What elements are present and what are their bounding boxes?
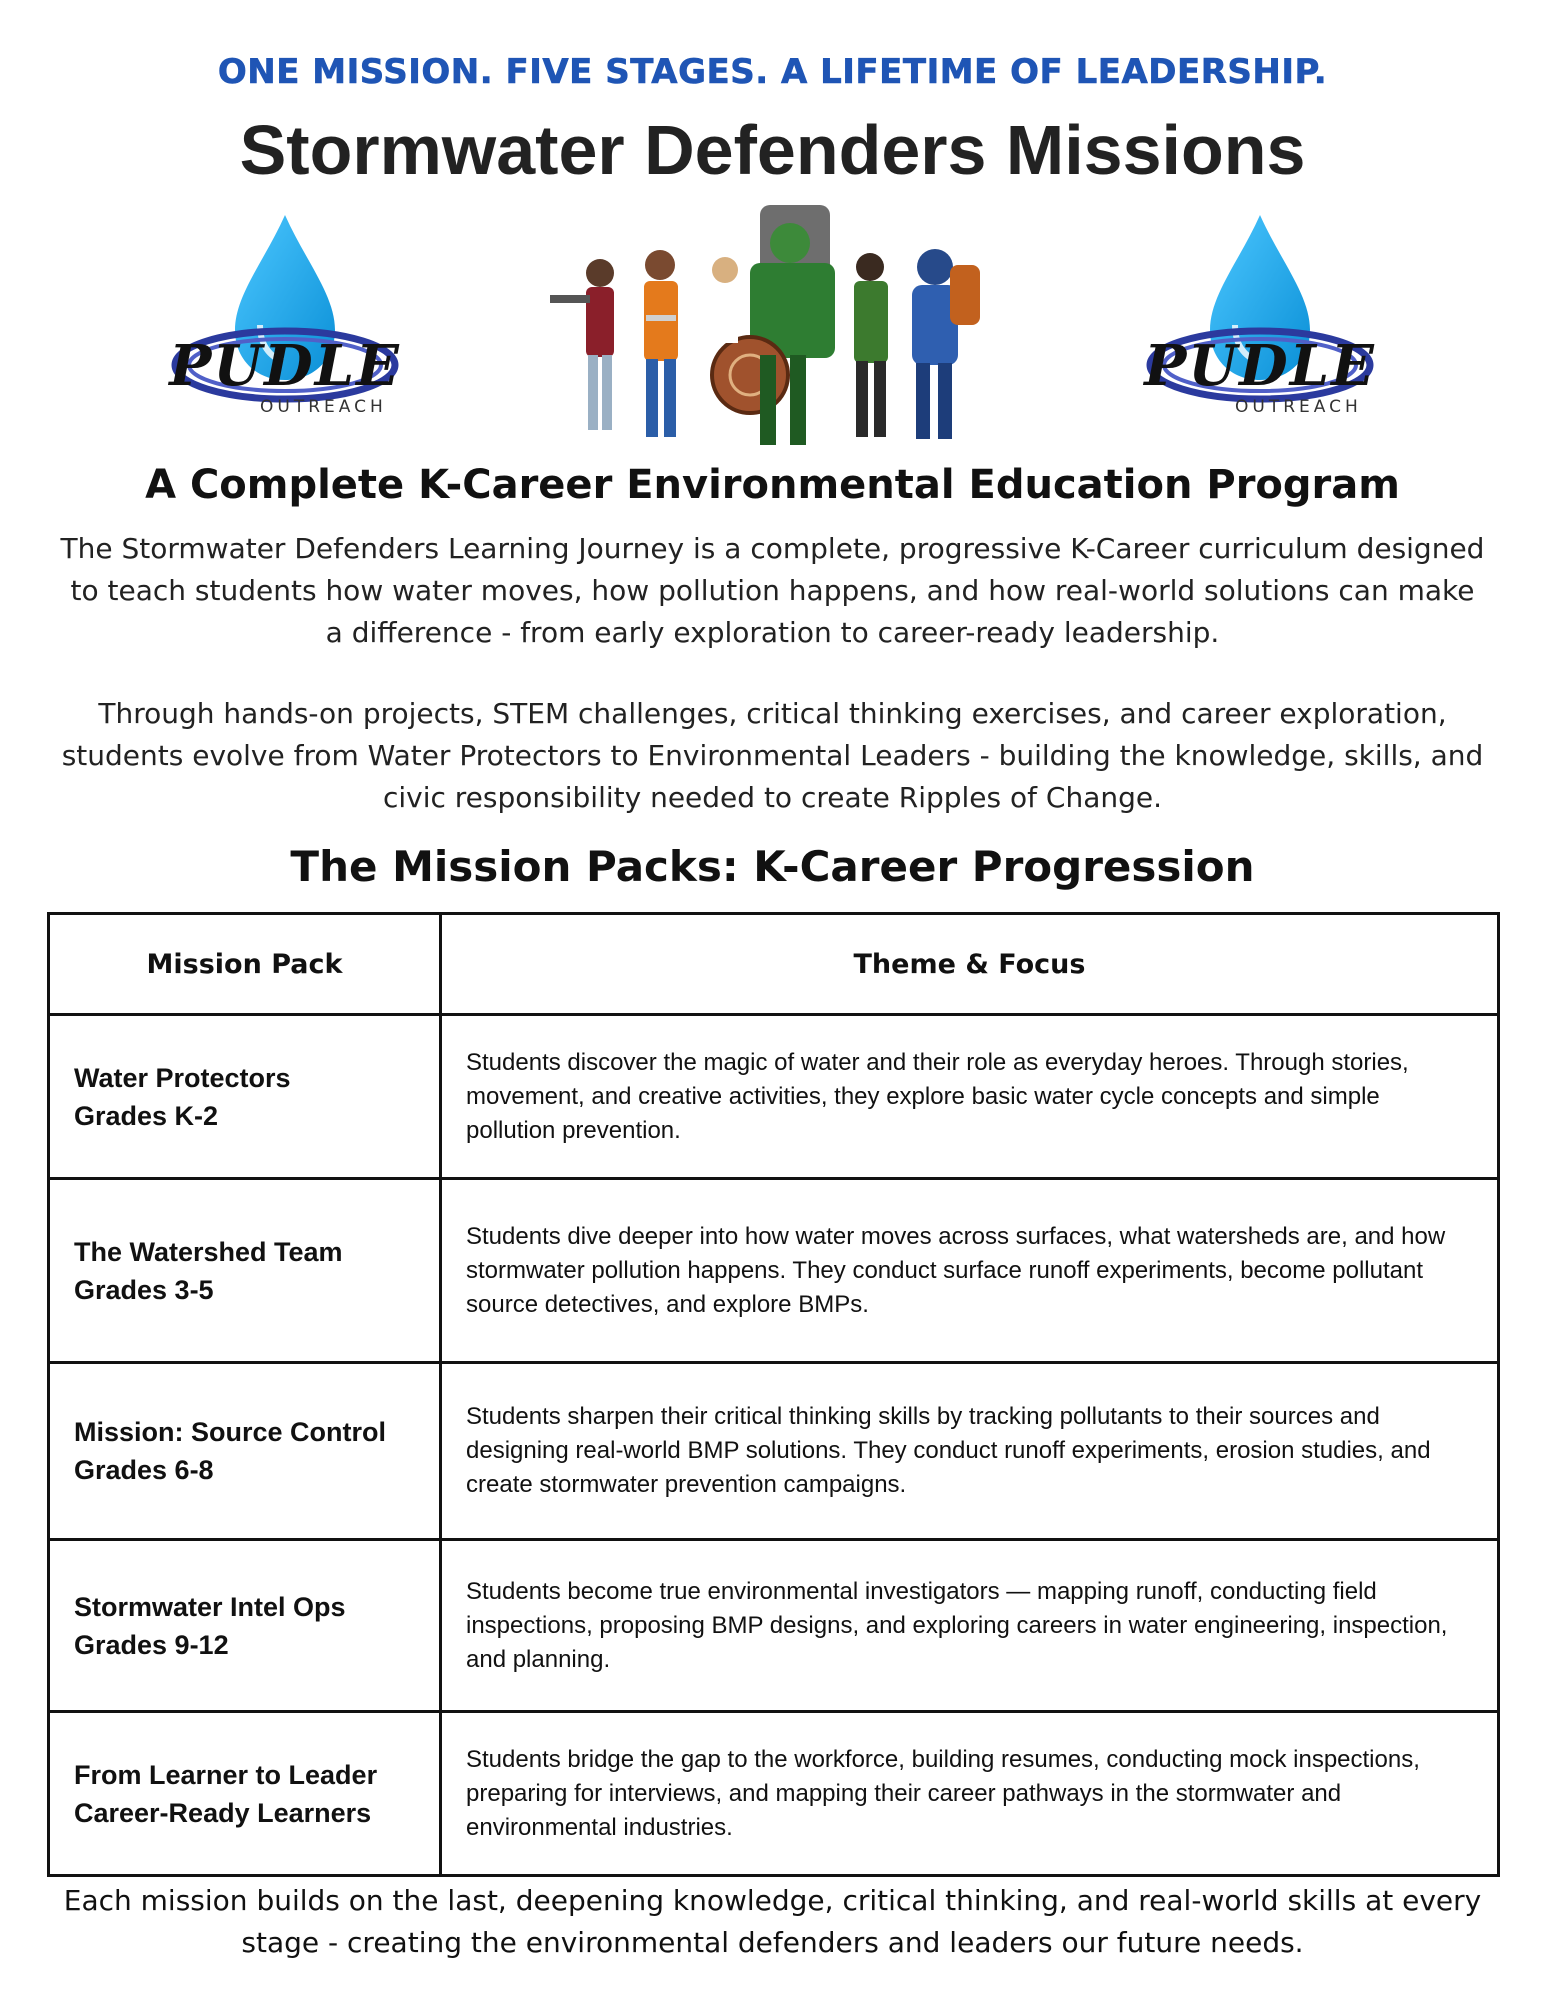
mission-pack-name: From Learner to Leader xyxy=(74,1759,378,1790)
logo-subtitle: OUTREACH xyxy=(1235,397,1362,417)
mission-packs-table xyxy=(47,912,1500,1877)
logo-wordmark: PUDLE xyxy=(1144,333,1376,399)
table-row xyxy=(49,1363,1499,1540)
theme-focus-cell: Students become true environmental investigators — mapping runoff, conducting field inspections, proposing BMP designs, and exploring careers in water engineering, inspection, and planning. xyxy=(441,1540,1499,1712)
table-row xyxy=(49,1540,1499,1712)
table-row xyxy=(49,1712,1499,1876)
footer-text: Each mission builds on the last, deepening knowledge, critical thinking, and real-world skills at every stage - creating the environmental defenders and leaders our future needs. xyxy=(63,1884,1482,1959)
pudle-logo-right xyxy=(1140,205,1380,435)
intro-paragraph-1: The Stormwater Defenders Learning Journey is a complete, progressive K-Career curriculum designed to teach students how water moves, how pollution happens, and how real-world solutions can make a difference - from early exploration to career-ready leadership. xyxy=(60,532,1485,649)
column-header-mission-pack: Mission Pack xyxy=(49,914,441,1015)
mission-pack-grade: Grades 9-12 xyxy=(74,1629,229,1660)
mission-pack-cell xyxy=(49,1540,441,1712)
mission-pack-grade: Grades 3-5 xyxy=(74,1274,214,1305)
mission-pack-grade: Career-Ready Learners xyxy=(74,1797,372,1828)
tagline: ONE MISSION. FIVE STAGES. A LIFETIME OF LEADERSHIP. xyxy=(217,52,1328,92)
logo-subtitle: OUTREACH xyxy=(260,397,387,417)
table-row xyxy=(49,1015,1499,1179)
theme-focus-cell: Students bridge the gap to the workforce, building resumes, conducting mock inspections, preparing for interviews, and mapping their career pathways in the stormwater and environmental industries. xyxy=(441,1712,1499,1876)
mission-pack-name: Stormwater Intel Ops xyxy=(74,1591,346,1622)
hero-figure-3 xyxy=(712,205,835,445)
heroes-illustration xyxy=(550,195,990,460)
theme-focus-cell: Students dive deeper into how water moves across surfaces, what watersheds are, and how stormwater pollution happens. They conduct surface runoff experiments, become pollutant source detectives, and explore BMPs. xyxy=(441,1179,1499,1363)
hero-figure-4 xyxy=(854,253,888,437)
mission-pack-grade: Grades K-2 xyxy=(74,1100,219,1131)
table-row xyxy=(49,1179,1499,1363)
theme-focus-cell: Students sharpen their critical thinking skills by tracking pollutants to their sources and designing real-world BMP solutions. They conduct runoff experiments, erosion studies, and create stormwater prevention campaigns. xyxy=(441,1363,1499,1540)
hero-figure-2 xyxy=(644,250,678,437)
logo-wordmark: PUDLE xyxy=(169,333,401,399)
mission-pack-name: Water Protectors xyxy=(74,1062,291,1093)
hero-figure-1 xyxy=(550,259,614,430)
theme-focus-cell: Students discover the magic of water and their role as everyday heroes. Through stories, movement, and creative activities, they explore basic water cycle concepts and simple pollution prevention. xyxy=(441,1015,1499,1179)
hero-figure-5 xyxy=(912,249,980,439)
intro-paragraph-2: Through hands-on projects, STEM challenges, critical thinking exercises, and career exploration, students evolve from Water Protectors to Environmental Leaders - building the knowledge, skills, and civic responsibility needed to create Ripples of Change. xyxy=(61,697,1484,814)
table-header-row xyxy=(49,914,1499,1015)
mission-pack-cell xyxy=(49,1179,441,1363)
program-heading: A Complete K-Career Environmental Education Program xyxy=(145,462,1400,508)
pudle-logo-left xyxy=(165,205,405,435)
column-header-theme-focus: Theme & Focus xyxy=(441,914,1499,1015)
mission-pack-cell xyxy=(49,1363,441,1540)
mission-pack-name: The Watershed Team xyxy=(74,1236,343,1267)
mission-pack-cell xyxy=(49,1015,441,1179)
page-title: Stormwater Defenders Missions xyxy=(239,111,1306,189)
mission-pack-name: Mission: Source Control xyxy=(74,1417,387,1447)
mission-pack-cell xyxy=(49,1712,441,1876)
mission-pack-grade: Grades 6-8 xyxy=(74,1455,214,1485)
table-title: The Mission Packs: K-Career Progression xyxy=(290,842,1255,891)
